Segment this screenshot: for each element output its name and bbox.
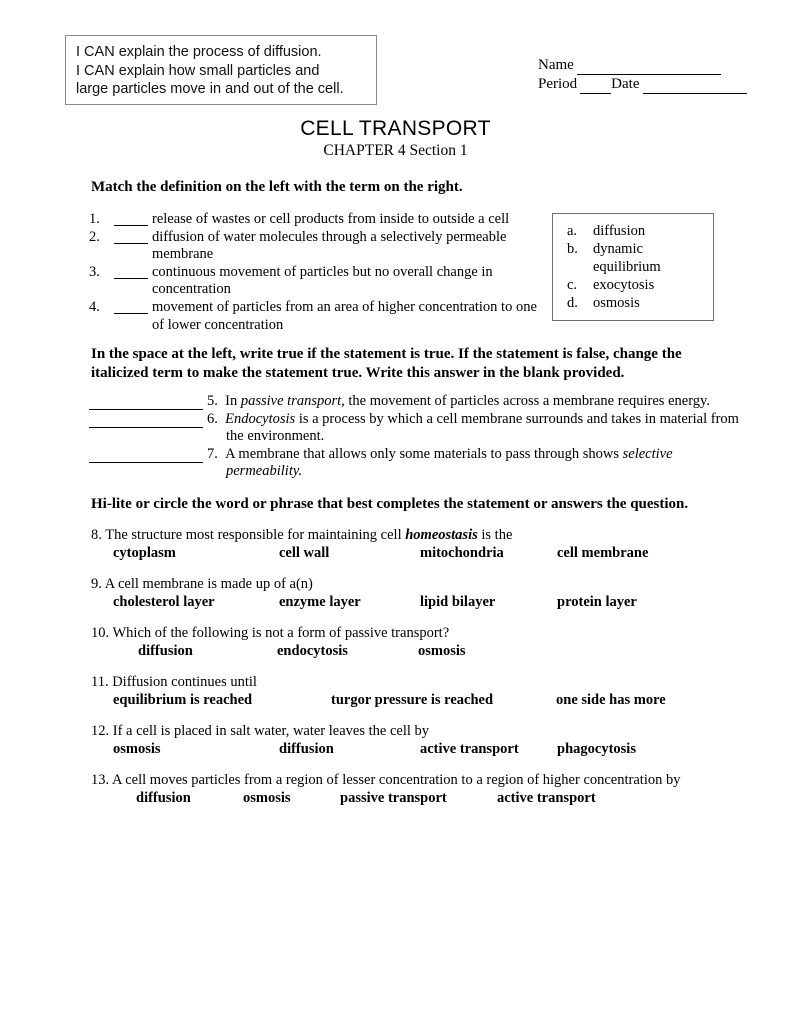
term-letter: d.: [567, 295, 578, 311]
question-stem-post: is the: [477, 527, 513, 543]
truefalse-statement: [203, 446, 739, 464]
term-label: diffusion: [593, 223, 646, 239]
matching-definition: diffusion of water molecules through a selectively permeable: [152, 228, 507, 245]
question-12: [91, 723, 751, 760]
question-stem: [91, 527, 751, 545]
objective-line-3: large particles move in and out of the cell.: [76, 81, 344, 97]
question-stem-pre: 10. Which of the following is not a form of passive transport?: [91, 625, 450, 641]
date-blank[interactable]: [643, 80, 747, 94]
option-choice[interactable]: cholesterol layer: [113, 593, 215, 610]
term-letter: c.: [567, 277, 578, 293]
option-choice[interactable]: active transport: [497, 789, 596, 806]
question-stem: [91, 674, 751, 692]
option-choice[interactable]: osmosis: [418, 642, 466, 659]
term-letter: b.: [567, 241, 578, 257]
truefalse-italic-term-cont: permeability.: [226, 463, 303, 480]
option-choice[interactable]: active transport: [420, 740, 519, 757]
question-options: [91, 741, 751, 760]
truefalse-item: [89, 446, 739, 464]
truefalse-list: [89, 393, 739, 481]
matching-definition-cont: concentration: [152, 281, 231, 298]
option-choice[interactable]: phagocytosis: [557, 740, 636, 757]
page-subtitle: CHAPTER 4 Section 1: [323, 142, 468, 159]
option-choice[interactable]: lipid bilayer: [420, 593, 496, 610]
truefalse-item: [89, 411, 739, 429]
student-info-block: [538, 56, 748, 94]
matching-number: 2.: [89, 228, 100, 245]
truefalse-text-post: , the movement of particles across a membrane requires energy.: [341, 393, 710, 409]
matching-answer-blank[interactable]: [114, 230, 148, 244]
question-8: [91, 527, 751, 564]
matching-definition-cont: of lower concentration: [152, 316, 284, 333]
page-title: CELL TRANSPORT: [300, 117, 491, 140]
date-label: Date: [611, 76, 640, 92]
question-stem: [91, 576, 751, 594]
matching-definition-cont: membrane: [152, 246, 214, 263]
term-item: [567, 294, 713, 312]
term-item: [567, 240, 713, 258]
truefalse-heading-line-1: In the space at the left, write true if the statement is true. If the statement is false, change the: [91, 346, 682, 362]
truefalse-statement-cont: [226, 463, 739, 481]
truefalse-answer-blank[interactable]: [89, 395, 203, 410]
option-choice[interactable]: one side has more: [556, 691, 666, 708]
matching-answer-blank[interactable]: [114, 300, 148, 314]
question-13: [91, 772, 751, 809]
option-choice[interactable]: diffusion: [279, 740, 334, 757]
question-options: [91, 643, 751, 662]
objective-box: [65, 35, 377, 105]
truefalse-answer-blank[interactable]: [89, 413, 203, 428]
truefalse-number: 5.: [207, 393, 218, 409]
objective-line-2: I CAN explain how small particles and: [76, 62, 320, 79]
option-choice[interactable]: osmosis: [113, 740, 161, 757]
question-options: [91, 692, 751, 711]
truefalse-text-pre: In: [225, 393, 241, 409]
option-choice[interactable]: diffusion: [136, 789, 191, 806]
objective-box-text: [66, 36, 376, 99]
question-9: [91, 576, 751, 613]
period-label: Period: [538, 76, 578, 92]
question-stem: [91, 723, 751, 741]
question-options: [91, 545, 751, 564]
option-choice[interactable]: cytoplasm: [113, 544, 176, 561]
objective-line-1: I CAN explain the process of diffusion.: [76, 44, 322, 60]
question-stem-emphasis: homeostasis: [405, 527, 478, 543]
term-item: [567, 222, 713, 240]
truefalse-heading: [91, 345, 721, 383]
question-stem-pre: 9. A cell membrane is made up of a(n): [91, 576, 313, 592]
terms-box: [552, 213, 714, 321]
matching-definition: release of wastes or cell products from inside to outside a cell: [152, 211, 510, 227]
question-options: [91, 790, 751, 809]
matching-list: [89, 211, 549, 334]
truefalse-answer-blank[interactable]: [89, 448, 203, 463]
option-choice[interactable]: osmosis: [243, 789, 291, 806]
option-choice[interactable]: enzyme layer: [279, 593, 361, 610]
matching-definition: continuous movement of particles but no overall change in: [152, 263, 493, 280]
option-choice[interactable]: diffusion: [138, 642, 193, 659]
multiplechoice-heading: Hi-lite or circle the word or phrase that best completes the statement or answers the question.: [91, 496, 689, 512]
truefalse-item: [89, 393, 739, 411]
term-letter: a.: [567, 223, 578, 239]
terms-list: [553, 214, 713, 312]
option-choice[interactable]: cell wall: [279, 544, 330, 561]
truefalse-statement-cont: the environment.: [226, 428, 325, 445]
matching-number: 3.: [89, 263, 100, 280]
term-label-cont: equilibrium: [593, 259, 661, 275]
period-blank[interactable]: [580, 80, 611, 94]
option-choice[interactable]: cell membrane: [557, 544, 649, 561]
option-choice[interactable]: endocytosis: [277, 642, 348, 659]
question-stem-pre: 11. Diffusion continues until: [91, 674, 257, 690]
option-choice[interactable]: turgor pressure is reached: [331, 691, 494, 708]
matching-item: [89, 299, 549, 317]
question-stem: [91, 625, 751, 643]
truefalse-heading-line-2: italicized term to make the statement true. Write this answer in the blank provided.: [91, 365, 625, 381]
matching-definition: movement of particles from an area of higher concentration to one: [152, 298, 537, 315]
matching-answer-blank[interactable]: [114, 212, 148, 226]
name-blank[interactable]: [577, 61, 721, 75]
question-stem-pre: 8. The structure most responsible for maintaining cell: [91, 527, 406, 543]
name-label: Name: [538, 57, 574, 73]
matching-number: 1.: [89, 211, 100, 227]
option-choice[interactable]: passive transport: [340, 789, 447, 806]
truefalse-italic-term: selective: [622, 445, 673, 462]
question-stem: [91, 772, 751, 790]
matching-number: 4.: [89, 298, 100, 315]
question-stem-pre: 12. If a cell is placed in salt water, water leaves the cell by: [91, 723, 430, 739]
matching-item: [89, 264, 549, 282]
option-choice[interactable]: protein layer: [557, 593, 637, 610]
term-label: osmosis: [593, 295, 640, 311]
question-10: [91, 625, 751, 662]
truefalse-text-pre: A membrane that allows only some materials to pass through shows: [225, 445, 623, 462]
option-choice[interactable]: mitochondria: [420, 544, 504, 561]
truefalse-statement: [203, 393, 739, 411]
name-row: [538, 56, 748, 75]
question-11: [91, 674, 751, 711]
truefalse-number: 6.: [207, 410, 218, 427]
question-options: [91, 594, 751, 613]
option-choice[interactable]: equilibrium is reached: [113, 691, 253, 708]
matching-heading: Match the definition on the left with the term on the right.: [91, 179, 463, 195]
truefalse-statement: [203, 411, 739, 429]
truefalse-italic-term: Endocytosis: [225, 410, 296, 427]
term-label: exocytosis: [593, 277, 655, 293]
matching-answer-blank[interactable]: [114, 265, 148, 279]
period-date-row: [538, 75, 748, 94]
question-stem-pre: 13. A cell moves particles from a region of lesser concentration to a region of higher concentration by: [91, 772, 681, 788]
matching-item: [89, 211, 549, 229]
truefalse-number: 7.: [207, 445, 218, 462]
truefalse-text-post: is a process by which a cell membrane surrounds and takes in material from: [295, 410, 739, 427]
term-item: [567, 276, 713, 294]
term-label: dynamic: [593, 241, 643, 257]
truefalse-italic-term: passive transport: [240, 393, 342, 409]
matching-item: [89, 229, 549, 247]
